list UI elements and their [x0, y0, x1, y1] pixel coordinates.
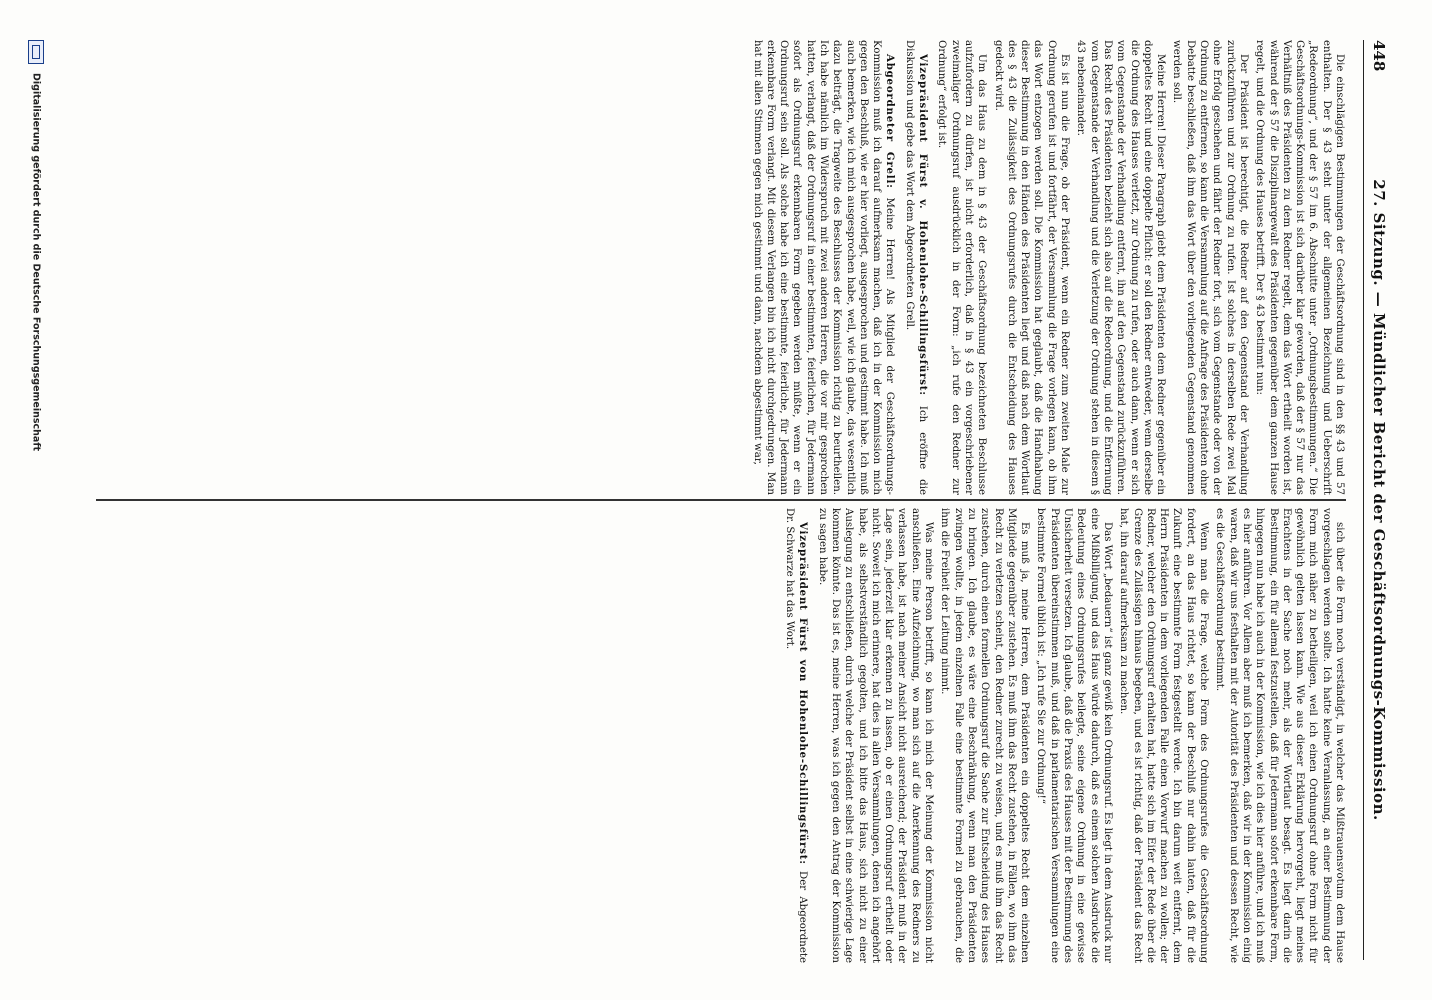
- footer-text: Digitalisierung gefördert durch die Deutsche Forschungsgemeinschaft: [30, 73, 42, 452]
- speaker-name: Vizepräsident Fürst v. Hohenlohe-Schillingsfürst:: [917, 54, 930, 396]
- left-column: [96, 40, 1346, 495]
- page-header: [1363, 40, 1390, 960]
- speaker-name: Abgeordneter Grell:: [884, 54, 897, 189]
- speech: [750, 40, 896, 495]
- digitization-footer: [26, 40, 44, 980]
- page-title: 27. Sitzung. — Mündlicher Bericht der Geschäftsordnungs-Kommission.: [1370, 179, 1388, 821]
- paragraph: Es ist nun die Frage, ob der Präsident, wenn ein Redner zum zweiten Male zur Ordnung gerufen ist und fortfährt, der Versammlung die Frage vorlegen kann, ob ihm das Wort entzogen werden soll. Die Kommission hat geglaubt, daß die Handhabung dieser Bestimmung in den Händen des Präsidenten liegt und daß nach dem Wortlaut des § 43 die Zulässigkeit des Ordnungsrufes durch die Entscheidung des Hauses gedeckt wird.: [992, 40, 1071, 495]
- speech: [783, 508, 810, 963]
- paragraph: Das Wort „bedauern“ ist ganz gewiß kein Ordnungsruf. Es liegt in dem Ausdruck nur eine Mißbilligung, und das Haus würde dadurch, daß es einem solchen Ausdrucke die Bedeutung eines Ordnungsrufes beilegte, seine eigene Ordnung in eine gewisse Unsicherheit versetzen. Ich glaube, daß die Praxis des Hauses mit der Bestimmung des Präsidenten übereinstimmen muß, und daß in parlamentarischen Versammlungen eine bestimmte Formel üblich ist: „Ich rufe Sie zur Ordnung!“: [1035, 508, 1113, 963]
- paragraph: Es muß ja, meine Herren, dem Präsidenten ein doppeltes Recht dem einzelnen Mitgliede gegenüber zustehen. Es muß ihm das Recht zustehen, in Fällen, wo ihm das Recht zu verletzen scheint, den Redner zurecht zu weisen, und es muß ihm das Recht zustehen, durch einen formellen Ordnungsruf die Sache zur Entscheidung des Hauses zu bringen. Ich glaube, es wäre eine Beschränkung, wenn man den Präsidenten zwingen wollte, in jedem einzelnen Falle eine bestimmte Formel zu gebrauchen, die ihm die Freiheit der Leitung nimmt.: [939, 508, 1031, 963]
- speech-text: Meine Herren! Als Mitglied der Geschäftsordnungs-Kommission muß ich darauf aufmerksam machen, daß ich in der Kommission mich gegen den Beschluß, wie er hier vorliegt, ausgesprochen und gestimmt habe. Ich muß auch bemerken, wie ich mich ausgesprochen habe, weil, wie ich glaube, das wesentlich dazu beiträgt, die Tragweite des Beschlusses der Kommission richtig zu beurtheilen. Ich habe nämlich im Widerspruch mit zwei anderen Herren, die vor mir gesprochen hatten, verlangt, daß der Ordnungsruf in einer bestimmten, feierlichen, für Jedermann sofort als Ordnungsruf erkennbaren Form gegeben werden müßte, wenn er ein Ordnungsruf sein soll. Als solche habe ich eine bestimmte, feierliche, für Jedermann erkennbare Form verlangt. Mit diesem Verlangen bin ich nicht durchgedrungen. Man hat mit allen Stimmen gegen mich gestimmt und dann, nachdem abgestimmt war,: [751, 40, 896, 495]
- dfg-logo-icon: [28, 40, 44, 64]
- paragraph: Der Präsident ist berechtigt, die Redner auf den Gegenstand der Verhandlung zurückzuführen und zur Ordnung zu rufen. Ist solches in derselben Rede zwei Mal ohne Erfolg geschehen und fährt der Redner fort, sich vom Gegenstande oder von der Ordnung zu entfernen, so kann die Versammlung auf die Anfrage des Präsidenten ohne Debatte beschließen, daß ihm das Wort über den vorliegenden Gegenstand genommen werden soll.: [1171, 40, 1249, 495]
- speech-text: Ich eröffne die Diskussion und gebe das Wort dem Abgeordneten Grell.: [903, 40, 929, 495]
- paragraph: Meine Herren! Dieser Paragraph giebt dem Präsidenten dem Redner gegenüber ein doppeltes Recht und eine doppelte Pflicht: er soll den Redner entweder, wenn derselbe die Ordnung des Hauses verletzt, zur Ordnung zu rufen, oder auch dann, wenn er sich vom Gegenstande der Verhandlung entfernt, ihn auf den Gegenstand zurückzuführen. Das Recht des Präsidenten bezieht sich also auf die Redeordnung, und die Entfernung vom Gegenstande der Verhandlung und die Verletzung der Ordnung stehen in diesem § 43 nebeneinander.: [1075, 40, 1167, 495]
- paragraph: Die einschlägigen Bestimmungen der Geschäftsordnung sind in den §§ 43 und 57 enthalten. Der § 43 steht unter der allgemeinen Bezeichnung und Ueberschrift „Redeordnung“, und der § 57 im 6. Abschnitte unter „Ordnungsbestimmungen.“ Die Geschäftsordnungs-Kommission ist sich darüber klar geworden, daß der § 57 nur das Verhältniß des Präsidenten zu dem Redner regelt, dem das Wort ertheilt worden ist, während der § 57 die Disziplinargewalt des Präsidenten gegenüber dem ganzen Hause regelt, und die Ordnung des Hauses betrifft. Der § 43 bestimmt nun:: [1254, 40, 1345, 495]
- right-column: [96, 508, 1346, 963]
- paragraph: Was meine Person betrifft, so kann ich mich der Meinung der Kommission nicht anschließen. Eine Aufzeichnung, wo man sich auf die Anerkennung des Redners zu verlassen habe, ist nach meiner Ansicht nicht ausreichend; der Präsident muß in der Lage sein, jederzeit klar erkennen zu lassen, ob er einen Ordnungsruf ertheilt oder nicht. Soweit ich mich erinnere, hat dies in allen Versammlungen, denen ich angehört habe, als selbstverständlich gegolten, und ich bitte das Haus, sich nicht zu einer Auslegung zu entschließen, durch welche der Präsident selbst in eine schwierige Lage kommen könnte. Das ist es, meine Herren, was ich gegen den Antrag der Kommission zu sagen habe.: [816, 508, 935, 963]
- speech: [903, 40, 930, 495]
- column-divider: [96, 499, 1346, 501]
- paragraph: sich über die Form noch verständigt, in welcher das Mißtrauensvotum dem Hause vorgeschlagen werden sollte. Ich hatte keine Veranlassung, an einer Bestimmung der Form mich näher zu betheiligen, weil ich einen Ordnungsruf ohne Form nicht für gewöhnlich gelten lassen kann. Wie aus dieser Erklärung hervorgeht, liegt meines Erachtens in der Sache noch mehr, als der Wortlaut besagt. Es liegt darin die Bestimmung, ein für allemal festzustellen, daß für Jedermann sofort erkennbare Form, hingegen nun habe ich auch in der Kommission, wie ich dies hier anführe, und ich muß es hier anführen. Vor Allem aber muß ich bemerken, daß wir in der Kommission einig waren, daß wir uns festhalten mit der Autorität des Präsidenten und dessen Recht, wie es die Geschäftsordnung bestimmt.: [1214, 508, 1345, 963]
- paragraph: Wenn man die Frage, welche Form des Ordnungsrufes die Geschäftsordnung fordert, an das Haus richtet, so kann der Beschluß nur dahin lauten, daß für die Zukunft eine bestimmte Form festgestellt werde. Ich bin darum weit entfernt, dem Herrn Präsidenten in dem vorliegenden Falle einen Vorwurf machen zu wollen; der Redner, welcher den Ordnungsruf erhalten hat, hatte sich im Eifer der Rede über die Grenze des Zulässigen hinaus begeben, und es ist richtig, daß der Präsident das Recht hat, ihn darauf aufmerksam zu machen.: [1118, 508, 1210, 963]
- paragraph: Um das Haus zu dem in § 43 der Geschäftsordnung bezeichneten Beschlusse aufzufordern zu dürfen, ist nicht erforderlich, daß in § 43 ein vorgeschriebener zweimaliger Ordnungsruf ausdrücklich in der Form: „ich rufe den Redner zur Ordnung“ erfolgt ist.: [936, 40, 988, 495]
- page-number: 448: [1370, 40, 1388, 72]
- speech-text: Der Abgeordnete Dr. Schwarze hat das Wort.: [784, 508, 809, 963]
- speaker-name: Vizepräsident Fürst von Hohenlohe-Schillingsfürst:: [797, 522, 810, 865]
